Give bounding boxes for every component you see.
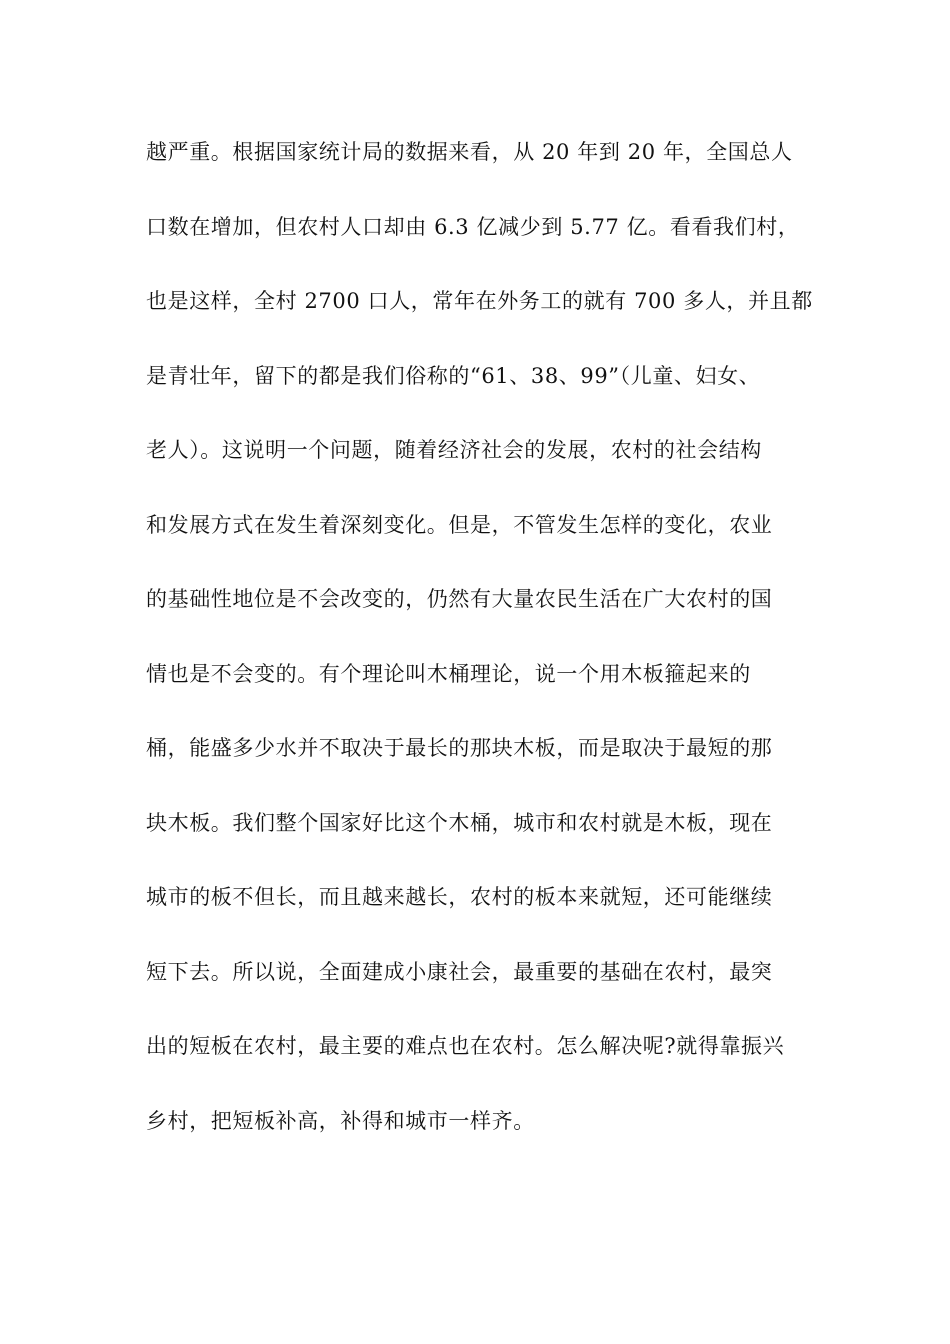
text-line: 口数在增加，但农村人口却由 6.3 亿减少到 5.77 亿。看看我们村， bbox=[146, 214, 800, 239]
text-line: 也是这样，全村 2700 口人，常年在外务工的就有 700 多人，并且都 bbox=[146, 289, 813, 313]
text-line: 情也是不会变的。有个理论叫木桶理论，说一个用木板箍起来的 bbox=[146, 661, 751, 686]
text-line: 老人）。这说明一个问题，随着经济社会的发展，农村的社会结构 bbox=[146, 438, 762, 462]
text-line: 乡村，把短板补高，补得和城市一样齐。 bbox=[146, 1108, 535, 1133]
text-line: 越严重。根据国家统计局的数据来看，从 20 年到 20 年，全国总人 bbox=[146, 140, 793, 164]
text-line: 块木板。我们整个国家好比这个木桶，城市和农村就是木板，现在 bbox=[146, 810, 773, 835]
text-line: 城市的板不但长，而且越来越长，农村的板本来就短，还可能继续 bbox=[146, 885, 773, 909]
text-line: 桶，能盛多少水并不取决于最长的那块木板，而是取决于最短的那 bbox=[146, 736, 773, 760]
text-line: 是青壮年，留下的都是我们俗称的“61、38、99”（儿童、妇女、 bbox=[146, 363, 761, 388]
text-line: 短下去。所以说，全面建成小康社会，最重要的基础在农村，最突 bbox=[146, 959, 773, 984]
text-line: 的基础性地位是不会改变的，仍然有大量农民生活在广大农村的国 bbox=[146, 587, 773, 611]
body-text bbox=[146, 132, 826, 1175]
text-line: 出的短板在农村，最主要的难点也在农村。怎么解决呢?就得靠振兴 bbox=[146, 1034, 785, 1058]
text-line: 和发展方式在发生着深刻变化。但是，不管发生怎样的变化，农业 bbox=[146, 512, 773, 537]
